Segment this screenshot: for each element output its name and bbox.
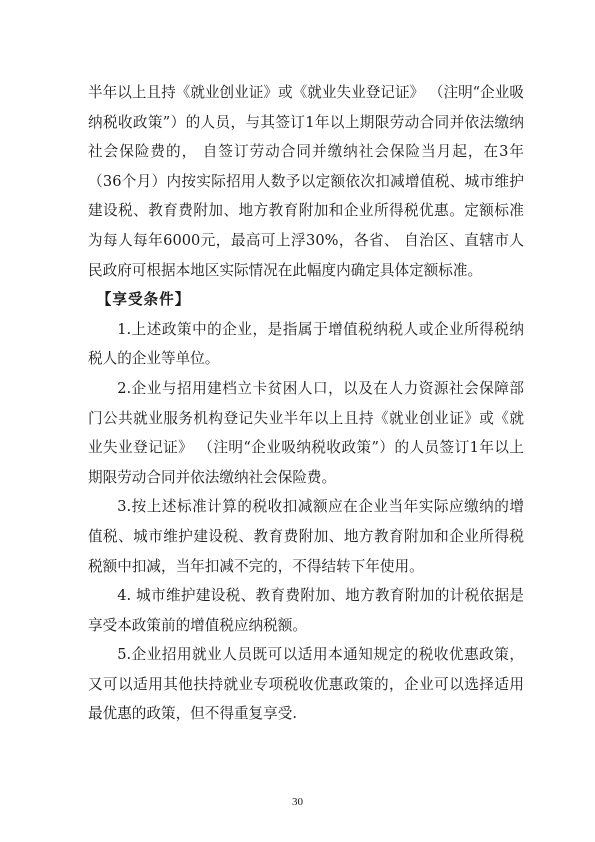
condition-item-4: 4. 城市维护建设税、教育费附加、地方教育附加的计税依据是享受本政策前的增值税应纳税额。 <box>88 587 524 634</box>
document-body <box>88 78 524 729</box>
condition-item-2: 2.企业与招用建档立卡贫困人口，以及在人力资源社会保障部门公共就业服务机构登记失业半年以上且持《就业创业证》或《就业失业登记证》 （注明“企业吸纳税收政策”）的人员签订1年以上期限劳动合同并依法缴纳社会保险费。 <box>88 379 524 486</box>
condition-item-5: 5.企业招用就业人员既可以适用本通知规定的税收优惠政策，又可以适用其他扶持就业专项税收优惠政策的，企业可以选择适用最优惠的政策，但不得重复享受. <box>88 646 524 723</box>
condition-item-1: 1.上述政策中的企业，是指属于增值税纳税人或企业所得税纳税人的企业等单位。 <box>88 320 524 368</box>
condition-item-3: 3.按上述标准计算的税收扣减额应在企业当年实际应缴纳的增值税、城市维护建设税、教育费附加、地方教育附加和企业所得税税额中扣减，当年扣减不完的，不得结转下年使用。 <box>88 498 524 575</box>
section-heading: 【享受条件】 <box>96 291 191 309</box>
intro-paragraph: 半年以上且持《就业创业证》或《就业失业登记证》 （注明“企业吸纳税收政策”）的人员，与其签订1年以上期限劳动合同并依法缴纳社会保险费的， 自签订劳动合同并缴纳社会保险当月起，在3年（36个月）内按实际招用人数予以定额依次扣减增值税、城市维护建设税、教育费附加、地方教育附加和企业所得税优惠。定额标准为每人每年6000元，最高可上浮30%，各省、 自治区、直辖市人民政府可根据本地区实际情况在此幅度内确定具体定额标准。 <box>88 84 524 279</box>
page-number: 30 <box>292 796 303 808</box>
